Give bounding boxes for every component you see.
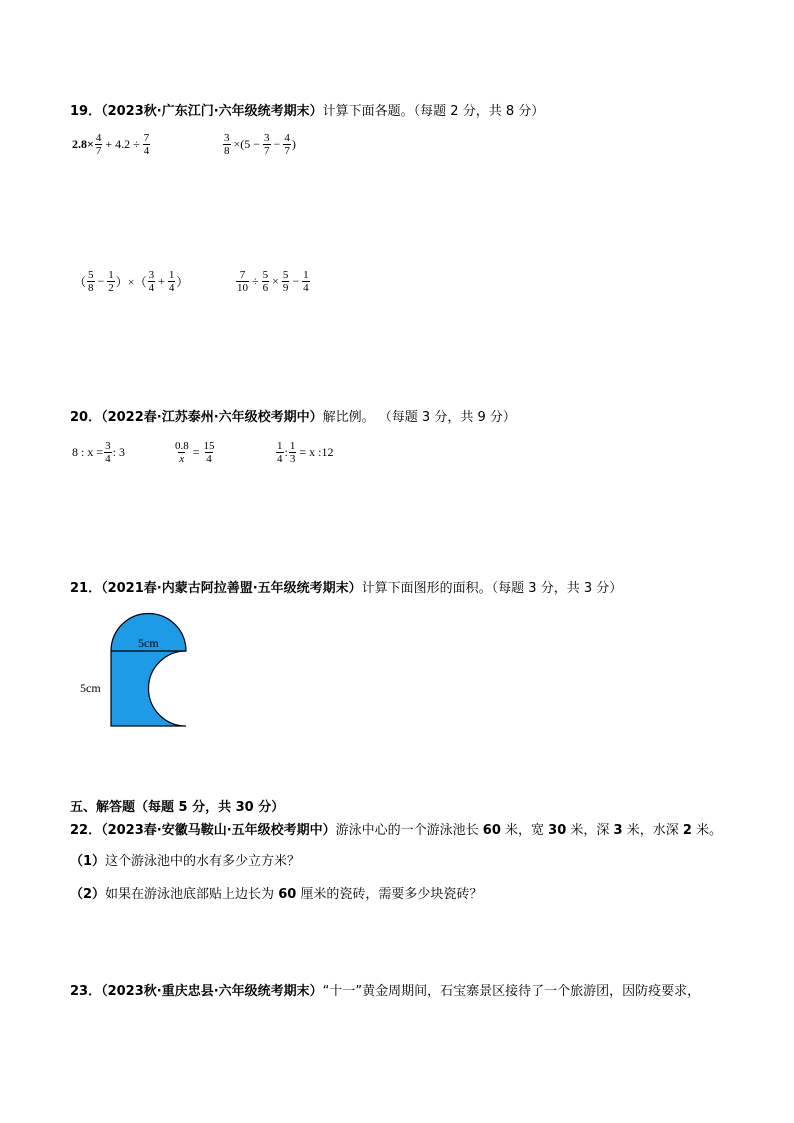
q22-text-c: 米，深 (566, 823, 614, 838)
q22-title (70, 822, 722, 840)
q19-expr-3 (74, 269, 188, 294)
q19-e3-op1: − (97, 274, 105, 288)
q22-length: 60 (482, 823, 501, 838)
q19-e4-op2: × (272, 274, 279, 288)
q19-instruction: 计算下面各题。（每题 2 分，共 8 分） (322, 104, 545, 119)
q20-e3-colon: : (284, 445, 288, 459)
q19-e3-frac4: $\frac{1}{4}$ (168, 269, 175, 294)
q20-e3-frac1: $\frac{1}{4}$ (277, 440, 283, 465)
q19-e3-close: ） (176, 275, 189, 289)
q23-text: “十一”黄金周期间，石宝寨景区接待了一个旅游团，因防疫要求， (322, 984, 701, 999)
section-5-title: 五、解答题（每题 5 分，共 30 分） (70, 800, 285, 815)
q21-source: （2021春·内蒙古阿拉善盟·五年级统考期末） (101, 581, 362, 596)
q19-e3-frac3: $\frac{3}{4}$ (148, 269, 155, 294)
q20-e2-frac2: $\frac{15}{4}$ (203, 440, 215, 465)
q21-instruction: 计算下面图形的面积。（每题 3 分，共 3 分） (361, 581, 623, 596)
q22-number: 22． (70, 823, 102, 838)
q19-e4-op3: − (292, 274, 300, 288)
q20-expr-1 (72, 440, 125, 465)
q22-sub-1-number: （1） (70, 854, 106, 869)
q22-depth: 3 (613, 823, 623, 838)
q19-e1-frac1: $\frac{4}{7}$ (95, 132, 102, 157)
q19-expr-1 (72, 132, 151, 157)
q20-e2-eq: = (192, 445, 200, 459)
q22-text-d: 米，水深 (622, 823, 683, 838)
q22-sub-2-number: （2） (70, 887, 106, 902)
q19-e3-open: （ (74, 275, 87, 289)
q19-e2-frac3: $\frac{4}{7}$ (284, 132, 290, 157)
q19-e4-frac1: $\frac{7}{10}$ (237, 269, 248, 294)
q20-number: 20． (70, 410, 102, 425)
q19-e2-op1: ×(5 − (233, 137, 261, 151)
q19-e2-op2: − (273, 137, 281, 151)
q22-source: （2023春·安徽马鞍山·五年级校考期中） (101, 823, 336, 838)
q20-e1-tail: : 3 (112, 445, 125, 459)
q21-figure (76, 608, 196, 733)
q22-sub-2 (70, 886, 482, 904)
q21-figure-shape (111, 614, 186, 727)
q20-expr-2 (173, 440, 217, 465)
q19-title (70, 103, 544, 121)
q19-e2-frac2: $\frac{3}{7}$ (264, 132, 270, 157)
q22-text-a: 游泳中心的一个游泳池长 (335, 823, 483, 838)
q21-side-label: 5cm (80, 681, 101, 695)
q19-e3-op2: + (158, 274, 165, 288)
q20-e3-tail: = x :12 (299, 445, 334, 459)
q19-e4-frac3: $\frac{5}{9}$ (282, 269, 289, 294)
q20-source: （2022春·江苏泰州·六年级校考期中） (101, 410, 323, 425)
q21-top-label: 5cm (138, 636, 159, 650)
q20-e3-frac2: $\frac{1}{3}$ (289, 440, 296, 465)
q20-instruction: 解比例。 （每题 3 分，共 9 分） (322, 410, 516, 425)
q19-e1-op1: + 4.2 ÷ (105, 137, 140, 151)
q19-e3-frac1: $\frac{5}{8}$ (88, 269, 94, 294)
q21-number: 21． (70, 581, 102, 596)
q22-text-b: 米，宽 (500, 823, 549, 838)
q23-number: 23． (70, 984, 102, 999)
q19-expr-4 (235, 269, 311, 294)
q19-e1-lead: 2.8× (72, 137, 94, 151)
q20-title (70, 409, 516, 427)
q20-e1-lead: 8 : x = (72, 445, 104, 459)
q22-sub-1 (70, 853, 300, 871)
q23-source: （2023秋·重庆忠县·六年级统考期末） (101, 984, 323, 999)
q22-sub-1-text: 这个游泳池中的水有多少立方米？ (105, 854, 301, 869)
q19-e2-close: ) (291, 137, 296, 151)
q19-e3-mid: ）×（ (115, 275, 147, 289)
q19-e4-frac4: $\frac{1}{4}$ (303, 269, 309, 294)
q20-e2-frac1: $\frac{0.8}{x}$ (175, 440, 189, 465)
q22-tile-size: 60 (278, 887, 297, 902)
q19-e4-frac2: $\frac{5}{6}$ (262, 269, 269, 294)
q20-expr-3 (275, 440, 335, 465)
q22-water-depth: 2 (682, 823, 692, 838)
q22-sub-2-text-a: 如果在游泳池底部贴上边长为 (105, 887, 279, 902)
q22-width: 30 (548, 823, 567, 838)
q19-e1-frac2: $\frac{7}{4}$ (143, 132, 150, 157)
q19-e4-op1: ÷ (252, 274, 259, 288)
q21-title (70, 580, 622, 598)
q19-e2-frac1: $\frac{3}{8}$ (224, 132, 230, 157)
q23-title (70, 983, 700, 1001)
q19-e3-frac2: $\frac{1}{2}$ (108, 269, 114, 294)
q20-e1-frac1: $\frac{3}{4}$ (105, 440, 111, 465)
q19-number: 19． (70, 104, 102, 119)
q19-source: （2023秋·广东江门·六年级统考期末） (101, 104, 323, 119)
q22-text-e: 米。 (691, 823, 723, 838)
q22-sub-2-text-b: 厘米的瓷砖，需要多少块瓷砖？ (296, 887, 483, 902)
q19-expr-2 (222, 132, 296, 157)
